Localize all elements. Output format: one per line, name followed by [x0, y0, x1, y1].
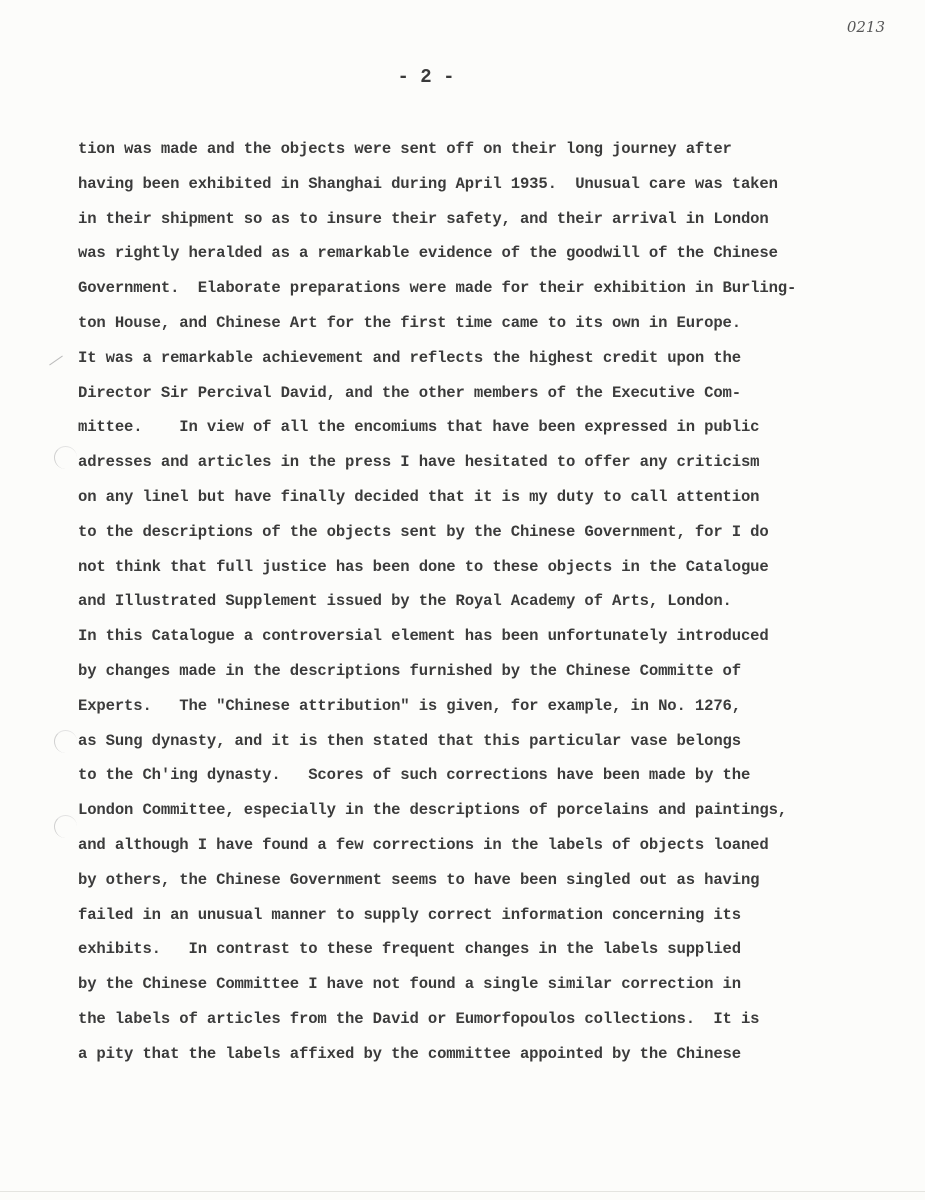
text-line: by the Chinese Committee I have not found a single similar correction in [78, 975, 741, 994]
text-line: to the descriptions of the objects sent by the Chinese Government, for I do [78, 522, 769, 541]
text-line: Government. Elaborate preparations were made for their exhibition in Burling- [78, 279, 797, 298]
text-line: not think that full justice has been done to these objects in the Catalogue [78, 557, 769, 576]
text-line: and Illustrated Supplement issued by the Royal Academy of Arts, London. [78, 592, 732, 611]
punch-hole [54, 815, 77, 838]
text-line: In this Catalogue a controversial element has been unfortunately introduced [78, 627, 769, 646]
text-line: in their shipment so as to insure their safety, and their arrival in London [78, 209, 769, 228]
page-number: - 2 - [397, 66, 455, 88]
text-line: by others, the Chinese Government seems to have been singled out as having [78, 870, 760, 889]
text-line: tion was made and the objects were sent off on their long journey after [78, 140, 732, 158]
text-line: the labels of articles from the David or Eumorfopoulos collections. It is [78, 1009, 760, 1028]
text-line: ton House, and Chinese Art for the first time came to its own in Europe. [78, 313, 741, 332]
page-bottom-edge [0, 1191, 925, 1192]
text-line: adresses and articles in the press I have hesitated to offer any criticism [78, 453, 760, 472]
folio-number: 0213 [846, 18, 885, 36]
text-line: as Sung dynasty, and it is then stated that this particular vase belongs [78, 731, 741, 750]
text-line: having been exhibited in Shanghai during April 1935. Unusual care was taken [78, 174, 778, 193]
margin-tick-mark [49, 356, 63, 366]
text-line: a pity that the labels affixed by the committee appointed by the Chinese [78, 1044, 741, 1063]
text-line: failed in an unusual manner to supply correct information concerning its [78, 905, 741, 924]
text-line: London Committee, especially in the descriptions of porcelains and paintings, [78, 801, 787, 820]
text-line: to the Ch'ing dynasty. Scores of such corrections have been made by the [78, 766, 751, 785]
body-text [78, 135, 898, 1075]
text-line: mittee. In view of all the encomiums that have been expressed in public [78, 418, 760, 437]
text-line: exhibits. In contrast to these frequent changes in the labels supplied [78, 940, 741, 959]
text-line: and although I have found a few corrections in the labels of objects loaned [78, 835, 769, 854]
punch-hole [54, 730, 77, 753]
text-line: on any linel but have finally decided that it is my duty to call attention [78, 487, 760, 506]
text-line: It was a remarkable achievement and reflects the highest credit upon the [78, 348, 741, 367]
text-line: Director Sir Percival David, and the other members of the Executive Com- [78, 383, 741, 402]
text-line: by changes made in the descriptions furnished by the Chinese Committe of [78, 661, 741, 680]
punch-hole [54, 446, 77, 469]
text-line: Experts. The "Chinese attribution" is given, for example, in No. 1276, [78, 696, 741, 715]
text-line: was rightly heralded as a remarkable evidence of the goodwill of the Chinese [78, 244, 778, 263]
